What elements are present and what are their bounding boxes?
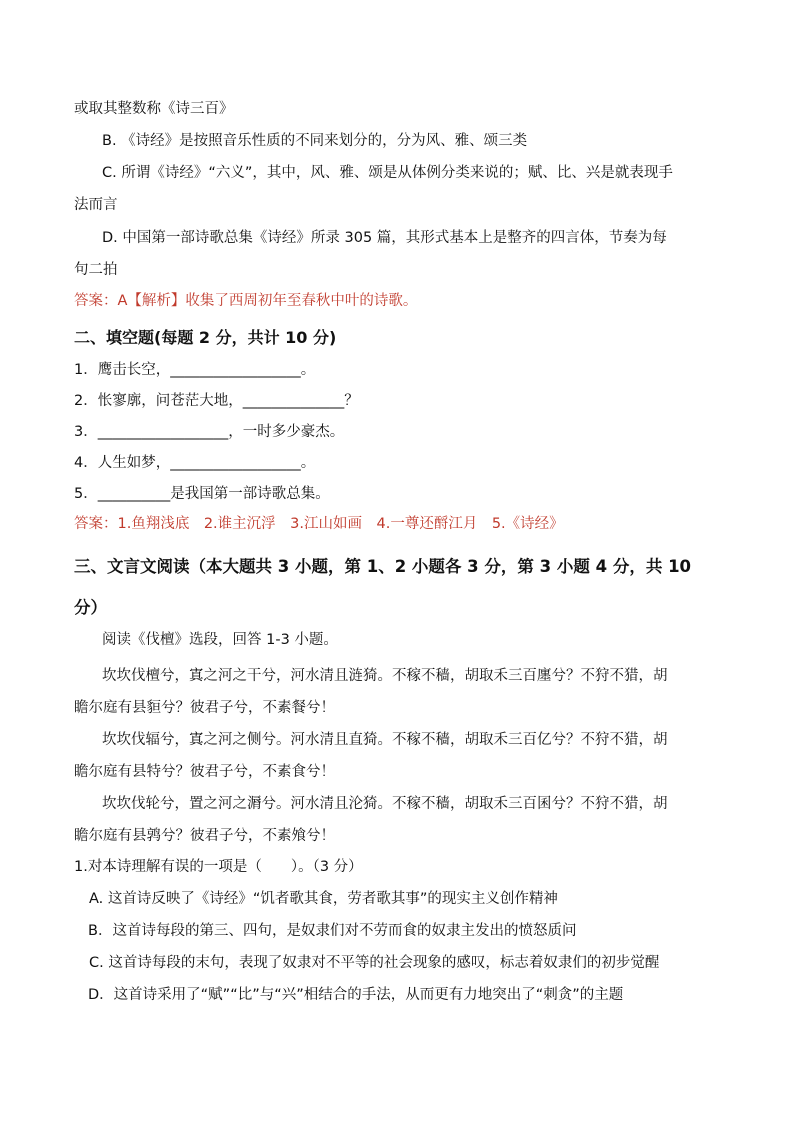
q1-option-b: B．这首诗每段的第三、四句，是奴隶们对不劳而食的奴隶主发出的愤怒质问 [88, 923, 577, 939]
prev-option-c-line2: 法而言 [74, 197, 118, 213]
poem-para1-line2: 瞻尔庭有县貆兮？彼君子兮，不素餐兮！ [74, 700, 335, 716]
q1-option-d: D．这首诗采用了“赋”“比”与“兴”相结合的手法，从而更有力地突出了“刺贪”的主题 [88, 987, 624, 1003]
prev-option-d-line2: 句二拍 [74, 262, 118, 278]
fill-item-4: 4．人生如梦，__________________。 [74, 455, 316, 471]
section3-title-line1: 三、文言文阅读（本大题共 3 小题，第 1、2 小题各 3 分，第 3 小题 4 分，共 10 [74, 557, 692, 576]
prev-option-b: B. 《诗经》是按照音乐性质的不同来划分的，分为风、雅、颂三类 [102, 133, 528, 149]
fill-item-1: 1．鹰击长空，__________________。 [74, 362, 316, 378]
q1-option-c: C. 这首诗每段的末句，表现了奴隶对不平等的社会现象的感叹，标志着奴隶们的初步觉醒 [89, 955, 660, 971]
q1-option-a: A. 这首诗反映了《诗经》“饥者歌其食，劳者歌其事”的现实主义创作精神 [89, 891, 558, 907]
prev-question-stem-tail: 或取其整数称《诗三百》 [74, 101, 234, 117]
fill-item-2: 2．怅寥廓，问苍茫大地，______________？ [74, 393, 359, 409]
poem-para1-line1: 坎坎伐檀兮，寘之河之干兮，河水清且涟猗。不稼不穑，胡取禾三百廛兮？不狩不猎，胡 [102, 668, 668, 684]
poem-para3-line2: 瞻尔庭有县鹑兮？彼君子兮，不素飧兮！ [74, 828, 335, 844]
poem-para3-line1: 坎坎伐轮兮，置之河之漘兮。河水清且沦猗。不稼不穑，胡取禾三百囷兮？不狩不猎，胡 [102, 796, 668, 812]
prev-answer: 答案：A【解析】收集了西周初年至春秋中叶的诗歌。 [74, 293, 418, 309]
poem-para2-line2: 瞻尔庭有县特兮？彼君子兮，不素食兮！ [74, 764, 335, 780]
section3-title-line2: 分） [74, 598, 107, 617]
fill-item-5: 5．__________是我国第一部诗歌总集。 [74, 486, 330, 502]
fill-item-3: 3．__________________，一时多少豪杰。 [74, 424, 345, 440]
reading-intro: 阅读《伐檀》选段，回答 1-3 小题。 [102, 632, 338, 648]
prev-option-d-line1: D. 中国第一部诗歌总集《诗经》所录 305 篇，其形式基本上是整齐的四言体，节奏为每 [102, 230, 667, 246]
prev-option-c-line1: C. 所谓《诗经》“六义”，其中，风、雅、颂是从体例分类来说的；赋、比、兴是就表现手 [102, 165, 673, 181]
section2-title: 二、填空题(每题 2 分，共计 10 分) [74, 328, 337, 347]
q1-stem: 1.对本诗理解有误的一项是（ ）。（3 分） [74, 859, 363, 875]
section2-answer: 答案：1.鱼翔浅底 2.谁主沉浮 3.江山如画 4.一尊还酹江月 5.《诗经》 [74, 516, 564, 532]
poem-para2-line1: 坎坎伐辐兮，寘之河之侧兮。河水清且直猗。不稼不穑，胡取禾三百亿兮？不狩不猎，胡 [102, 732, 668, 748]
